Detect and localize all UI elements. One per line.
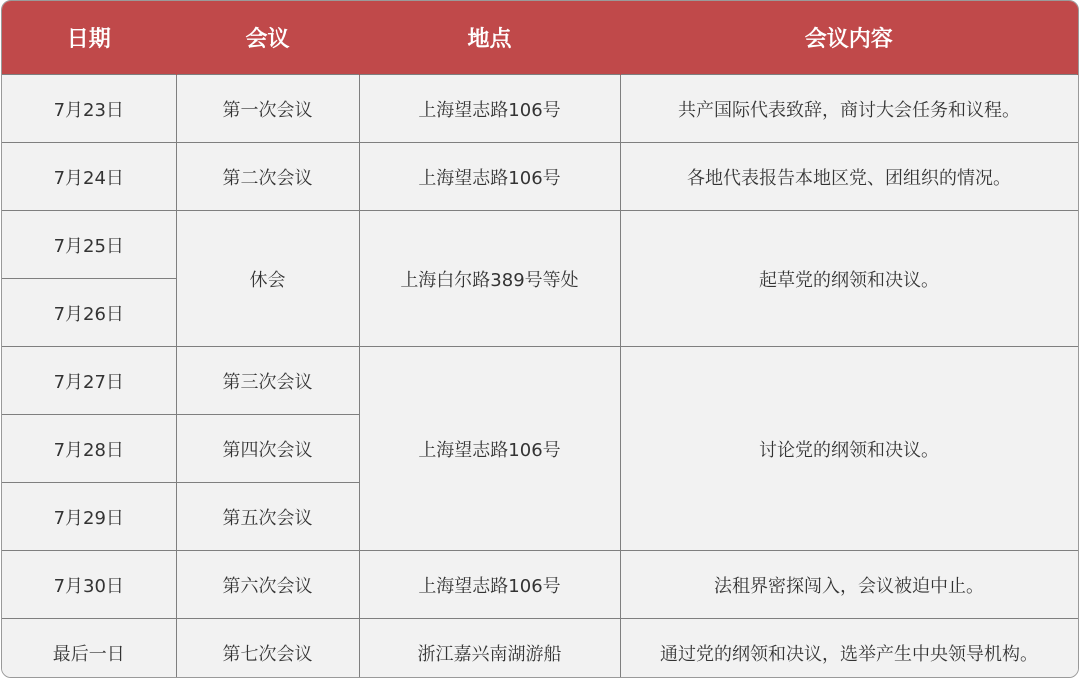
cell-location: 上海望志路106号 bbox=[359, 551, 620, 619]
cell-content: 共产国际代表致辞，商讨大会任务和议程。 bbox=[620, 75, 1078, 143]
cell-location: 上海望志路106号 bbox=[359, 143, 620, 211]
cell-location: 浙江嘉兴南湖游船 bbox=[359, 619, 620, 679]
cell-meeting: 第六次会议 bbox=[176, 551, 359, 619]
cell-meeting: 第五次会议 bbox=[176, 483, 359, 551]
cell-content: 各地代表报告本地区党、团组织的情况。 bbox=[620, 143, 1078, 211]
table-row bbox=[2, 143, 1078, 211]
table-row bbox=[2, 551, 1078, 619]
cell-meeting: 第一次会议 bbox=[176, 75, 359, 143]
table-row bbox=[2, 211, 1078, 279]
cell-meeting: 第三次会议 bbox=[176, 347, 359, 415]
cell-date: 7月29日 bbox=[2, 483, 176, 551]
cell-date: 7月27日 bbox=[2, 347, 176, 415]
cell-content: 起草党的纲领和决议。 bbox=[620, 211, 1078, 347]
header-date: 日期 bbox=[2, 1, 176, 75]
cell-date: 7月26日 bbox=[2, 279, 176, 347]
cell-content: 讨论党的纲领和决议。 bbox=[620, 347, 1078, 551]
cell-location: 上海望志路106号 bbox=[359, 75, 620, 143]
cell-date: 7月24日 bbox=[2, 143, 176, 211]
cell-date: 7月25日 bbox=[2, 211, 176, 279]
cell-meeting: 休会 bbox=[176, 211, 359, 347]
cell-date: 7月28日 bbox=[2, 415, 176, 483]
cell-location: 上海白尔路389号等处 bbox=[359, 211, 620, 347]
table-row bbox=[2, 75, 1078, 143]
cell-date: 最后一日 bbox=[2, 619, 176, 679]
cell-content: 通过党的纲领和决议，选举产生中央领导机构。 bbox=[620, 619, 1078, 679]
cell-meeting: 第四次会议 bbox=[176, 415, 359, 483]
cell-meeting: 第二次会议 bbox=[176, 143, 359, 211]
cell-date: 7月23日 bbox=[2, 75, 176, 143]
cell-content: 法租界密探闯入，会议被迫中止。 bbox=[620, 551, 1078, 619]
table-header-row bbox=[2, 1, 1078, 75]
cell-date: 7月30日 bbox=[2, 551, 176, 619]
cell-meeting: 第七次会议 bbox=[176, 619, 359, 679]
header-content: 会议内容 bbox=[620, 1, 1078, 75]
meeting-schedule-table bbox=[1, 0, 1079, 678]
cell-location: 上海望志路106号 bbox=[359, 347, 620, 551]
table-row bbox=[2, 347, 1078, 415]
table-row bbox=[2, 619, 1078, 679]
header-location: 地点 bbox=[359, 1, 620, 75]
header-meeting: 会议 bbox=[176, 1, 359, 75]
schedule-table bbox=[2, 1, 1078, 678]
